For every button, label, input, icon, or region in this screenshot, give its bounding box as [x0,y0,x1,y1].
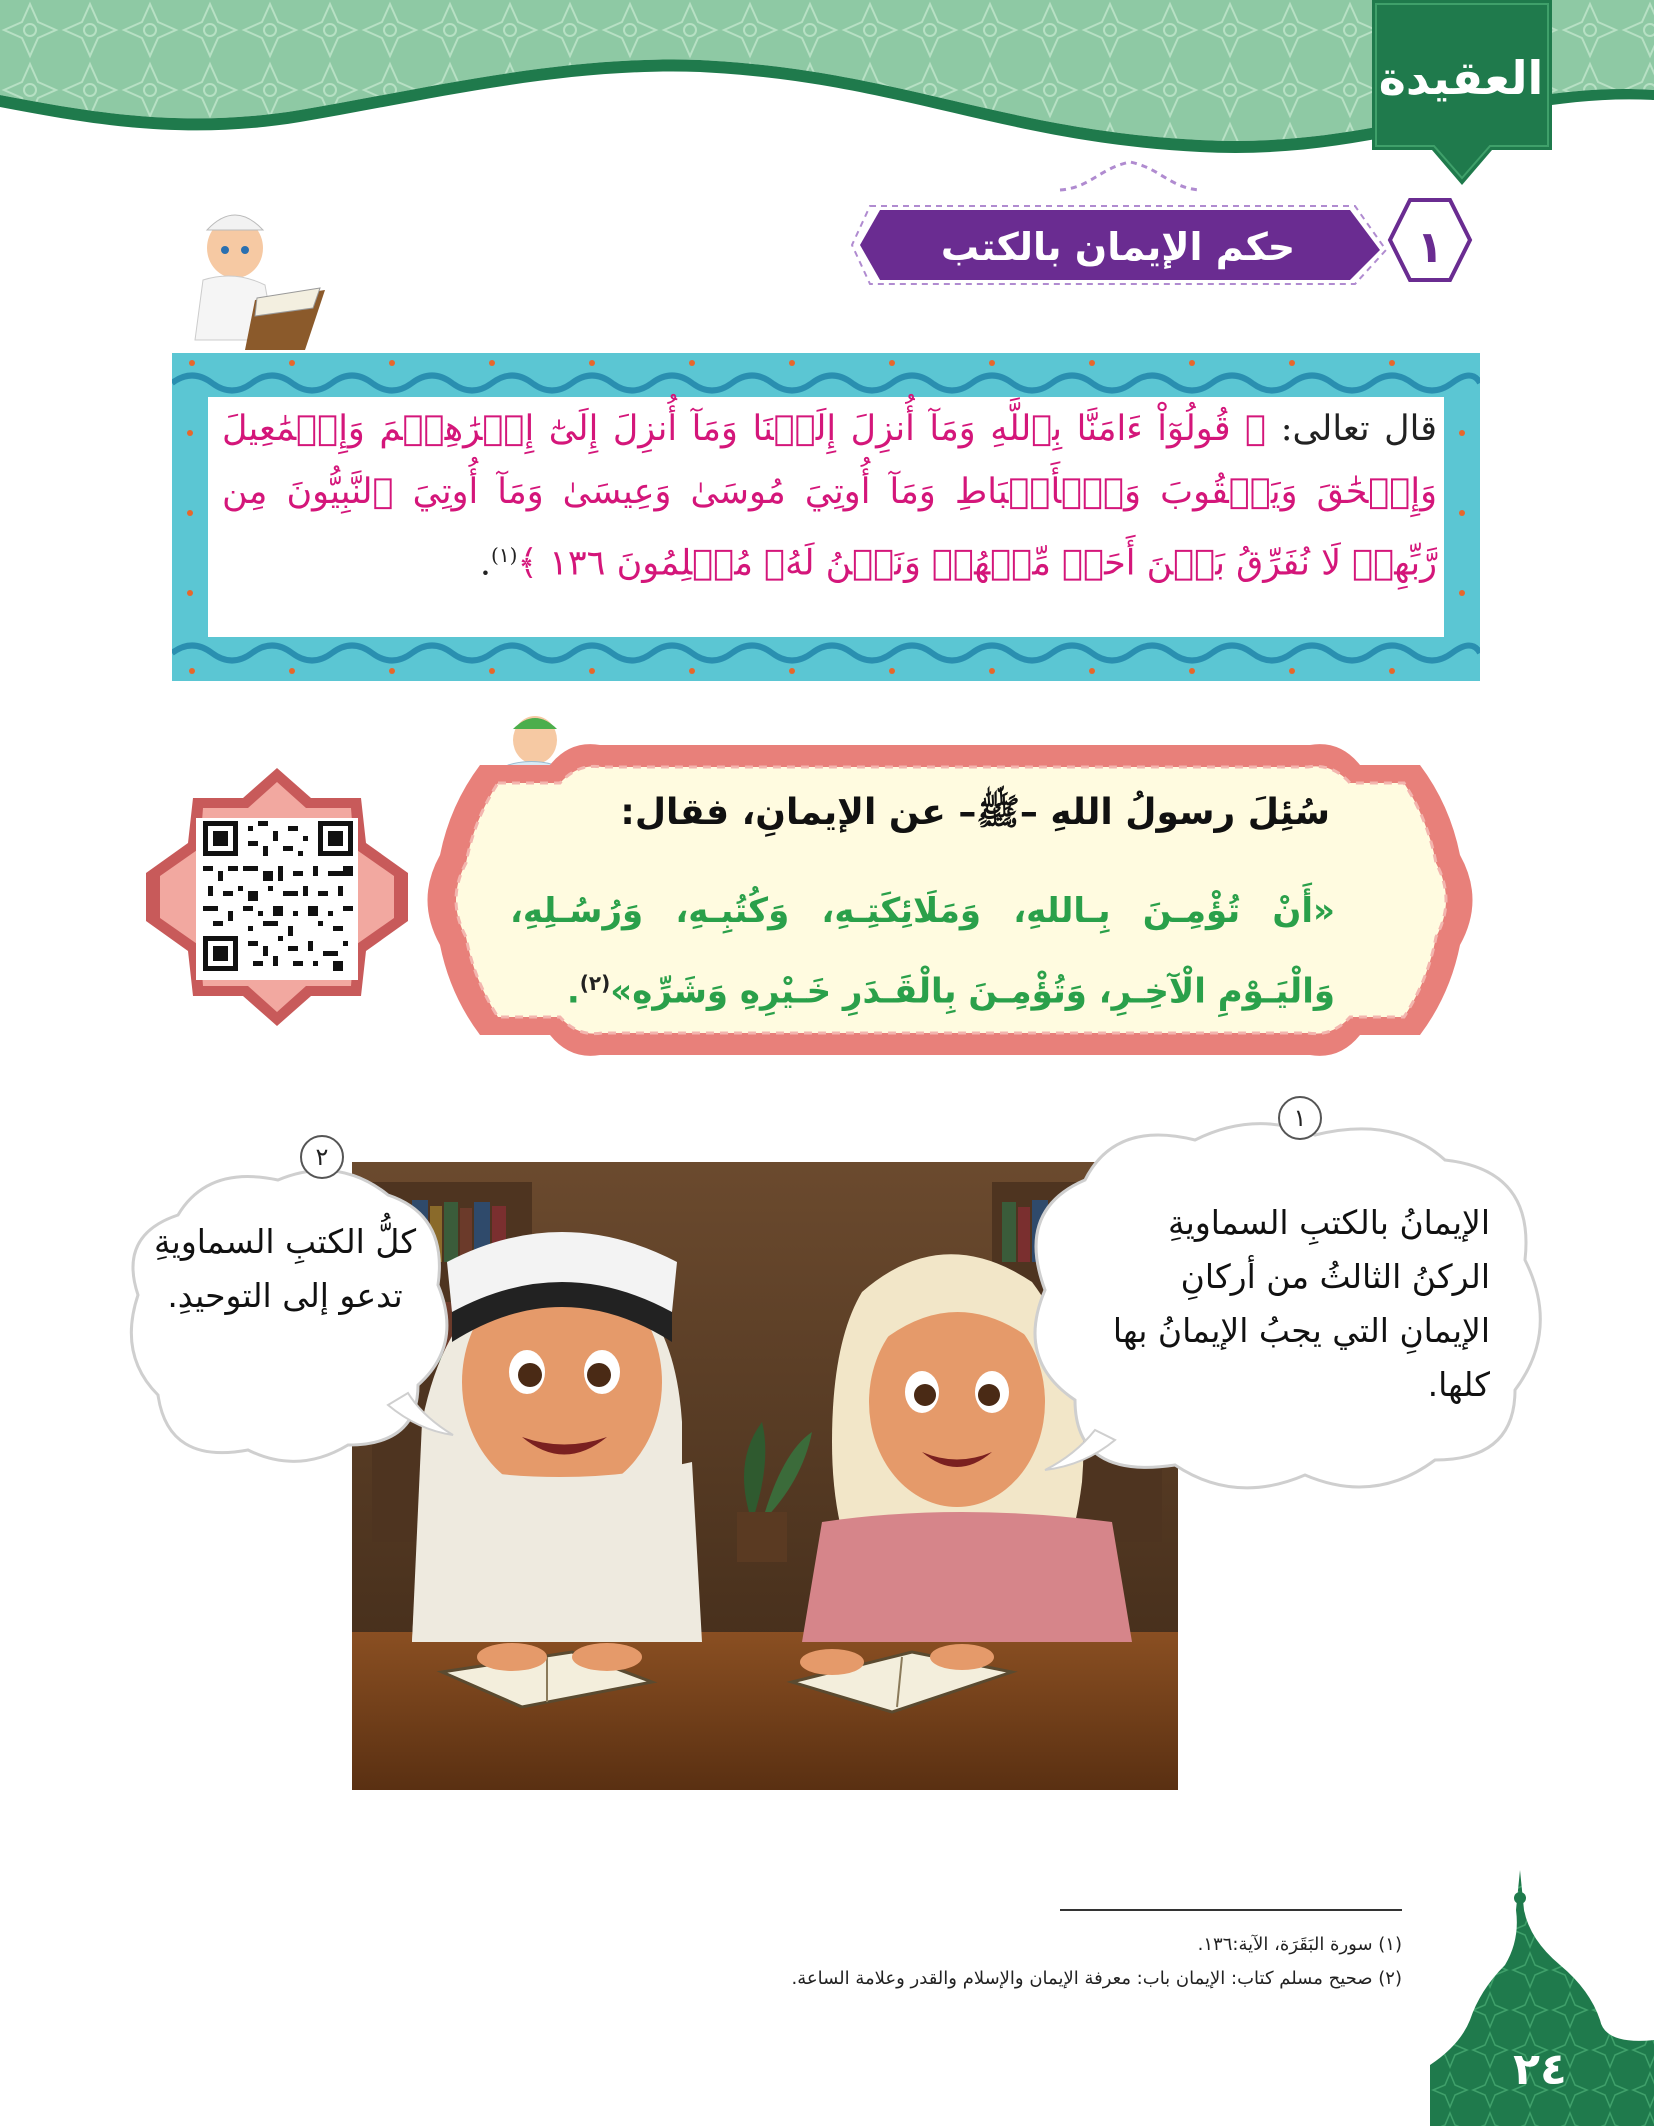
footnote-2: (٢) صحيح مسلم كتاب: الإيمان باب: معرفة الإيمان والإسلام والقدر وعلامة الساعة. [791,1968,1402,1989]
verse-footnote-ref: (١) [491,543,518,567]
bubble-1-number: ١ [1278,1096,1322,1140]
quran-verse-text: ﴿ قُولُوٓاْ ءَامَنَّا بِٱللَّهِ وَمَآ أُنزِلَ إِلَيۡنَا وَمَآ أُنزِلَ إِلَىٰٓ إِبۡرَٰهِـۧمَ وَإِسۡمَٰعِيلَ وَإِسۡحَٰقَ وَيَعۡقُوبَ وَٱلۡأَسۡبَاطِ وَمَآ أُوتِيَ مُوسَىٰ وَعِيسَىٰ وَمَآ أُوتِيَ ٱلنَّبِيُّونَ مِن رَّبِّهِمۡ لَا نُفَرِّقُ بَيۡنَ أَحَدٖ مِّنۡهُمۡ وَنَحۡنُ لَهُۥ مُسۡلِمُونَ ١٣٦ ﴾ [222,409,1437,584]
lesson-title: حكم الإيمان بالكتب السماوية. [940,225,1296,333]
boy-reading-quran-icon [185,200,335,355]
footnotes [600,1928,1402,1996]
hadith-end-mark: . [566,971,580,1012]
page-number: ٢٤ [1513,2044,1567,2095]
bubble-2-number: ٢ [300,1135,344,1179]
verse-end-mark: . [479,543,492,584]
chapter-title: العقيدة [1378,51,1544,105]
bubble-1-text: الإيمانُ بالكتبِ السماويةِ الركنُ الثالثُ من أركانِ الإيمانِ التي يجبُ الإيمانُ بها كلها. [1112,1203,1490,1404]
lesson-number: ١ [1416,222,1444,273]
verse-paragraph [222,398,1437,656]
footnote-1: (١) سورة البَقَرَة، الآية:١٣٦. [1197,1934,1402,1955]
hadith-intro: سُئِلَ رسولُ اللهِ –ﷺ– عن الإيمانِ، فقال: [620,792,1330,833]
bubble-2-text: كلُّ الكتبِ السماويةِ تدعو إلى التوحيدِ. [153,1222,417,1315]
footnote-divider [1060,1909,1402,1911]
hadith-text: «أَنْ تُؤْمِـنَ بِـاللهِ، وَمَلَائِكَتِـهِ، وَكُتُبِـهِ، وَرُسُـلِهِ، وَالْيَـوْمِ الْآخِـرِ، وَتُؤْمِـنَ بِالْقَـدَرِ خَـيْرِهِ وَشَرِّهِ» [510,891,1335,1012]
hadith-paragraph [510,875,1335,1025]
hadith-footnote-ref: (٢) [579,971,611,995]
qr-code[interactable] [203,820,353,972]
verse-lead: قال تعالى: [1280,409,1437,449]
